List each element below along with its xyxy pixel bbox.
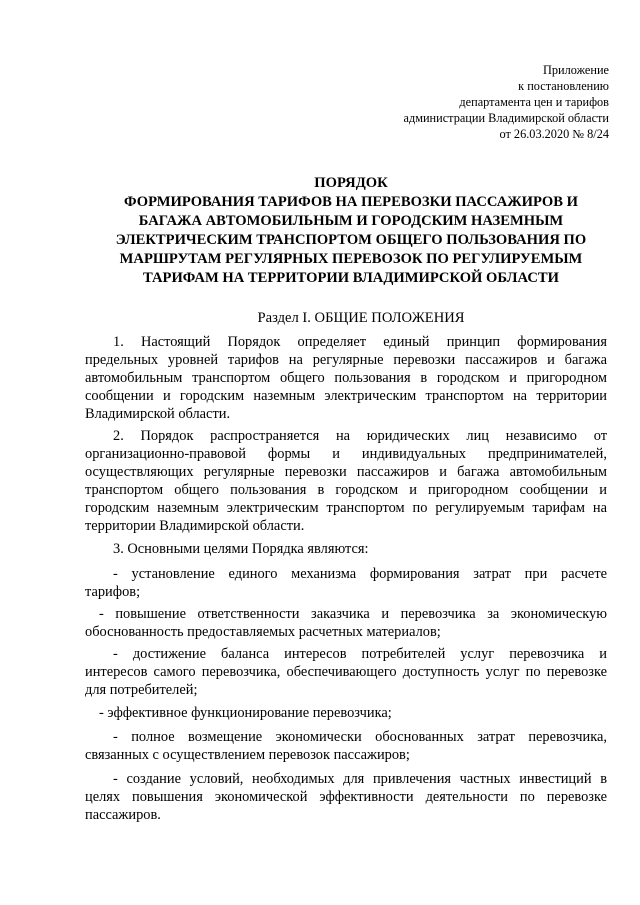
title-line: ТАРИФАМ НА ТЕРРИТОРИИ ВЛАДИМИРСКОЙ ОБЛАСТИ xyxy=(143,270,559,286)
paragraph-line: предельных уровней тарифов на регулярные перевозки пассажиров и багажа xyxy=(85,352,607,368)
appendix-block xyxy=(403,62,609,142)
paragraph-line: связанных с осуществлением перевозок пассажиров; xyxy=(85,747,410,763)
paragraph-line: интересов самого перевозчика, обеспечивающего доступность услуг по перевозке xyxy=(85,664,607,680)
paragraph-1 xyxy=(85,333,607,423)
document-title xyxy=(86,174,616,288)
paragraph-line: транспортом общего пользования в городском и пригородном сообщении и xyxy=(85,482,607,498)
appendix-line: к постановлению xyxy=(518,79,609,93)
list-item xyxy=(85,728,607,764)
paragraph-line: территории Владимирской области. xyxy=(85,518,305,534)
section-heading: Раздел I. ОБЩИЕ ПОЛОЖЕНИЯ xyxy=(257,310,465,326)
paragraph-line: сообщении и городским наземным электрическим транспортом на территории xyxy=(85,388,607,404)
list-item xyxy=(85,770,607,824)
paragraph-line: - полное возмещение экономически обоснованных затрат перевозчика, xyxy=(113,729,607,745)
paragraph-line: осуществляющих регулярные перевозки пассажиров и багажа автомобильным xyxy=(85,464,607,480)
appendix-line: от 26.03.2020 № 8/24 xyxy=(499,127,609,141)
paragraph-line: - достижение баланса интересов потребителей услуг перевозчика и xyxy=(113,646,607,662)
title-line: ПОРЯДОК xyxy=(314,175,388,191)
paragraph-line: - создание условий, необходимых для привлечения частных инвестиций в xyxy=(113,771,607,787)
appendix-line: администрации Владимирской области xyxy=(403,111,609,125)
paragraph-line: тарифов; xyxy=(85,584,141,600)
paragraph-line: 3. Основными целями Порядка являются: xyxy=(113,541,369,557)
list-item xyxy=(85,645,607,699)
list-item xyxy=(85,605,607,641)
appendix-line: департамента цен и тарифов xyxy=(459,95,609,109)
paragraph-line: - эффективное функционирование перевозчика; xyxy=(99,705,392,721)
paragraph-line: 1. Настоящий Порядок определяет единый принцип формирования xyxy=(113,334,607,350)
appendix-line: Приложение xyxy=(543,63,609,77)
title-line: ЭЛЕКТРИЧЕСКИМ ТРАНСПОРТОМ ОБЩЕГО ПОЛЬЗОВАНИЯ ПО xyxy=(115,232,587,248)
paragraph-line: организационно-правовой формы и индивидуальных предпринимателей, xyxy=(85,446,607,462)
paragraph-2 xyxy=(85,427,607,535)
paragraph-line: целях повышения экономической эффективности деятельности по перевозке xyxy=(85,789,607,805)
paragraph-line: городским наземным электрическим транспортом по регулируемым тарифам на xyxy=(85,500,607,516)
paragraph-line: пассажиров. xyxy=(85,807,161,823)
paragraph-line: автомобильным транспортом общего пользования в городском и пригородном xyxy=(85,370,607,386)
paragraph-line: обоснованность предоставляемых расчетных материалов; xyxy=(85,624,441,640)
paragraph-line: - повышение ответственности заказчика и перевозчика за экономическую xyxy=(99,606,607,622)
paragraph-line: 2. Порядок распространяется на юридических лиц независимо от xyxy=(113,428,607,444)
paragraph-line: - установление единого механизма формирования затрат при расчете xyxy=(113,566,607,582)
list-item xyxy=(85,565,607,601)
title-line: МАРШРУТАМ РЕГУЛЯРНЫХ ПЕРЕВОЗОК ПО РЕГУЛИРУЕМЫМ xyxy=(119,251,583,267)
paragraph-3 xyxy=(85,540,607,558)
list-item xyxy=(85,704,607,722)
paragraph-line: для потребителей; xyxy=(85,682,198,698)
title-line: БАГАЖА АВТОМОБИЛЬНЫМ И ГОРОДСКИМ НАЗЕМНЫМ xyxy=(138,213,564,229)
title-line: ФОРМИРОВАНИЯ ТАРИФОВ НА ПЕРЕВОЗКИ ПАССАЖИРОВ И xyxy=(124,194,578,210)
paragraph-line: Владимирской области. xyxy=(85,406,231,422)
